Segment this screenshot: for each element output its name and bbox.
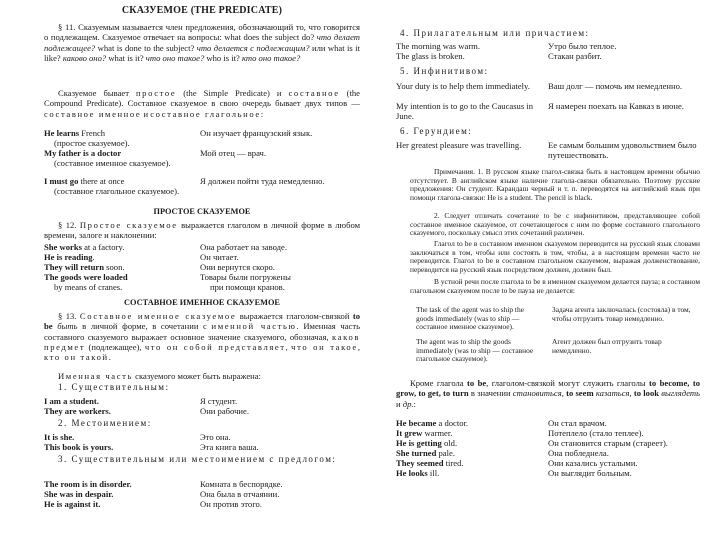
example-note-2-ru: Агент должен был отгрузить товар немедленно. xyxy=(552,337,662,355)
example-12-5-en: by means of cranes. xyxy=(54,282,123,292)
example-prep-1-ru: Комната в беспорядке. xyxy=(200,479,283,489)
example-note-1-en: The task of the agent was to ship the goods immediately (was to ship — составное именное сказуемое). xyxy=(416,305,524,332)
heading-compound-nominal: СОСТАВНОЕ ИМЕННОЕ СКАЗУЕМОЕ xyxy=(124,298,280,307)
subheading-gerund: 6. Герундием: xyxy=(400,126,473,136)
example-11-1-ru: Он изучает французский язык. xyxy=(200,128,313,138)
example-inf-1-ru: Ваш долг — помочь им немедленно. xyxy=(548,81,683,91)
example-adj-2-en: The glass is broken. xyxy=(396,51,465,61)
example-link-2-en: It grew warmer. xyxy=(396,428,453,438)
example-noun-1-ru: Я студент. xyxy=(200,396,238,406)
example-pronoun-2-ru: Эта книга ваша. xyxy=(200,442,259,452)
left-page xyxy=(44,0,360,540)
example-11-3-ru: Я должен пойти туда немедленно. xyxy=(200,176,325,186)
example-prep-2-en: She was in despair. xyxy=(44,489,114,499)
paragraph-12: § 12. Простое сказуемое выражается глаголом в личной форме в любом времени, залоге и наклонении: xyxy=(44,220,360,241)
right-page xyxy=(396,0,700,540)
example-link-2-ru: Потеплело (стало теплее). xyxy=(548,428,644,438)
example-inf-2-en: My intention is to go to the Caucasus in June. xyxy=(396,101,534,122)
example-adj-1-en: The morning was warm. xyxy=(396,41,481,51)
example-link-5-ru: Они казались усталыми. xyxy=(548,458,638,468)
note-1: Примечания. 1. В русском языке глагол-связка быть в настоящем времени обычно отсутствует. В английском языке наличие глагола-связки обязательно. Поэтому русские предложения: Он студент. Карандаш черный и т. п. переводятся на английский язык при помощи глагола-связки: He is a student. The pencil is black. xyxy=(410,167,700,203)
example-pronoun-1-en: It is she. xyxy=(44,432,75,442)
note-2: 2. Следует отличать сочетание to be с инфинитивом, представляющее собой составное именное сказуемое, от сочетающегося с ним по форме составного глагольного сказуемого, поскольку смысл этих сочетаний различен. xyxy=(410,211,700,238)
example-noun-1-en: I am a student. xyxy=(44,396,99,406)
example-link-3-ru: Он становится старым (стареет). xyxy=(548,438,668,448)
example-pronoun-1-ru: Это она. xyxy=(200,432,231,442)
example-12-1-ru: Она работает на заводе. xyxy=(200,242,287,252)
example-link-3-en: He is getting old. xyxy=(396,438,458,448)
example-12-2-ru: Он читает. xyxy=(200,252,239,262)
example-gerund-1-en: Her greatest pleasure was travelling. xyxy=(396,140,522,150)
example-prep-3-ru: Он против этого. xyxy=(200,499,262,509)
example-noun-2-en: They are workers. xyxy=(44,406,111,416)
example-link-1-ru: Он стал врачом. xyxy=(548,418,607,428)
subheading-noun: 1. Существительным: xyxy=(58,382,170,392)
example-prep-2-ru: Она была в отчаянии. xyxy=(200,489,280,499)
subheading-adjective: 4. Прилагательным или причастием: xyxy=(400,28,590,38)
example-link-5-en: They seemed tired. xyxy=(396,458,464,468)
example-prep-3-en: He is against it. xyxy=(44,499,101,509)
example-link-4-ru: Она побледнела. xyxy=(548,448,609,458)
heading-simple-predicate: ПРОСТОЕ СКАЗУЕМОЕ xyxy=(153,207,251,216)
example-12-5-ru: при помощи кранов. xyxy=(210,282,285,292)
subheading-preposition: 3. Существительным или местоимением с предлогом: xyxy=(58,454,337,464)
example-adj-2-ru: Стакан разбит. xyxy=(548,51,602,61)
paragraph-13: § 13. Составное именное сказуемое выражается глаголом-связкой to be быть в личной форме, в сочетании с именной частью. Именная часть составного сказуемого выражает основное значение сказуемого, обозначая, каков предмет (подлежащее), что он собой представляет, что он такое, кто он такой. xyxy=(44,311,360,363)
example-11-2-en: My father is a doctor (составное именное сказуемое). xyxy=(44,148,171,169)
example-adj-1-ru: Утро было теплое. xyxy=(548,41,617,51)
example-link-1-en: He became a doctor. xyxy=(396,418,469,428)
subheading-pronoun: 2. Местоимением: xyxy=(58,418,152,428)
example-link-4-en: She turned pale. xyxy=(396,448,455,458)
example-11-1-en: He learns French (простое сказуемое). xyxy=(44,128,130,149)
page-title: СКАЗУЕМОЕ (THE PREDICATE) xyxy=(121,5,283,16)
paragraph-11: § 11. Сказуемым называется член предложения, обозначающий то, что говорится о подлежащем. Сказуемое отвечает на вопросы: what does the subject do? что делает подлежащее? what is done to the subject? что делается с подлежащим? или what is it like? каково оно? what is it? что оно такое? who is it? кто оно такое? xyxy=(44,22,360,63)
example-12-4-ru: Товары были погружены xyxy=(200,272,291,282)
example-12-3-en: They will return soon. xyxy=(44,262,125,272)
example-inf-1-en: Your duty is to help them immediately. xyxy=(396,81,530,91)
example-note-1-ru: Задача агента заключалась (состояла) в том, чтобы отгрузить товар немедленно. xyxy=(552,305,691,323)
example-prep-1-en: The room is in disorder. xyxy=(44,479,132,489)
example-12-3-ru: Они вернутся скоро. xyxy=(200,262,275,272)
example-gerund-1-ru: Ее самым большим удовольствием было путешествовать. xyxy=(548,140,697,161)
paragraph-13-forms: Именная часть сказуемого может быть выражена: xyxy=(58,371,261,381)
note-4: В устной речи после глагола to be в именном сказуемом делается пауза; в составном глагольном сказуемом после to be пауза не делается: xyxy=(410,277,700,295)
example-12-2-en: He is reading. xyxy=(44,252,95,262)
note-3: Глагол to be в составном именном сказуемом переводится на русский язык словами заключаться в том, чтобы или состоять в том, чтобы, а в настоящем времени часто не переводится. Глагол to be в составном глагольном сказуемом, выражая долженствование, переводится на русский язык посредством должен, должен был. xyxy=(410,239,700,275)
example-12-4-en: The goods were loaded xyxy=(44,272,128,282)
example-11-3-en: I must go there at once (составное глагольное сказуемое). xyxy=(44,176,180,197)
example-pronoun-2-en: This book is yours. xyxy=(44,442,114,452)
paragraph-link-verbs: Кроме глагола to be, глаголом-связкой могут служить глаголы to become, to grow, to get, to turn в значении становиться, to seem казаться, to look выглядеть и др.: xyxy=(396,378,700,409)
example-noun-2-ru: Они рабочие. xyxy=(200,406,249,416)
example-note-2-en: The agent was to ship the goods immediately (was to ship — составное глагольное сказуемое). xyxy=(416,337,534,364)
example-12-1-en: She works at a factory. xyxy=(44,242,125,252)
example-link-6-en: He looks ill. xyxy=(396,468,440,478)
paragraph-11-types: Сказуемое бывает простое (the Simple Predicate) и составное (the Compound Predicate). Составное сказуемое в свою очередь бывает двух типов — составное именное и составное глагольное: xyxy=(44,88,360,119)
subheading-infinitive: 5. Инфинитивом: xyxy=(400,66,489,76)
example-11-2-ru: Мой отец — врач. xyxy=(200,148,267,158)
example-link-6-ru: Он выглядит больным. xyxy=(548,468,632,478)
example-inf-2-ru: Я намерен поехать на Кавказ в июне. xyxy=(548,101,684,111)
